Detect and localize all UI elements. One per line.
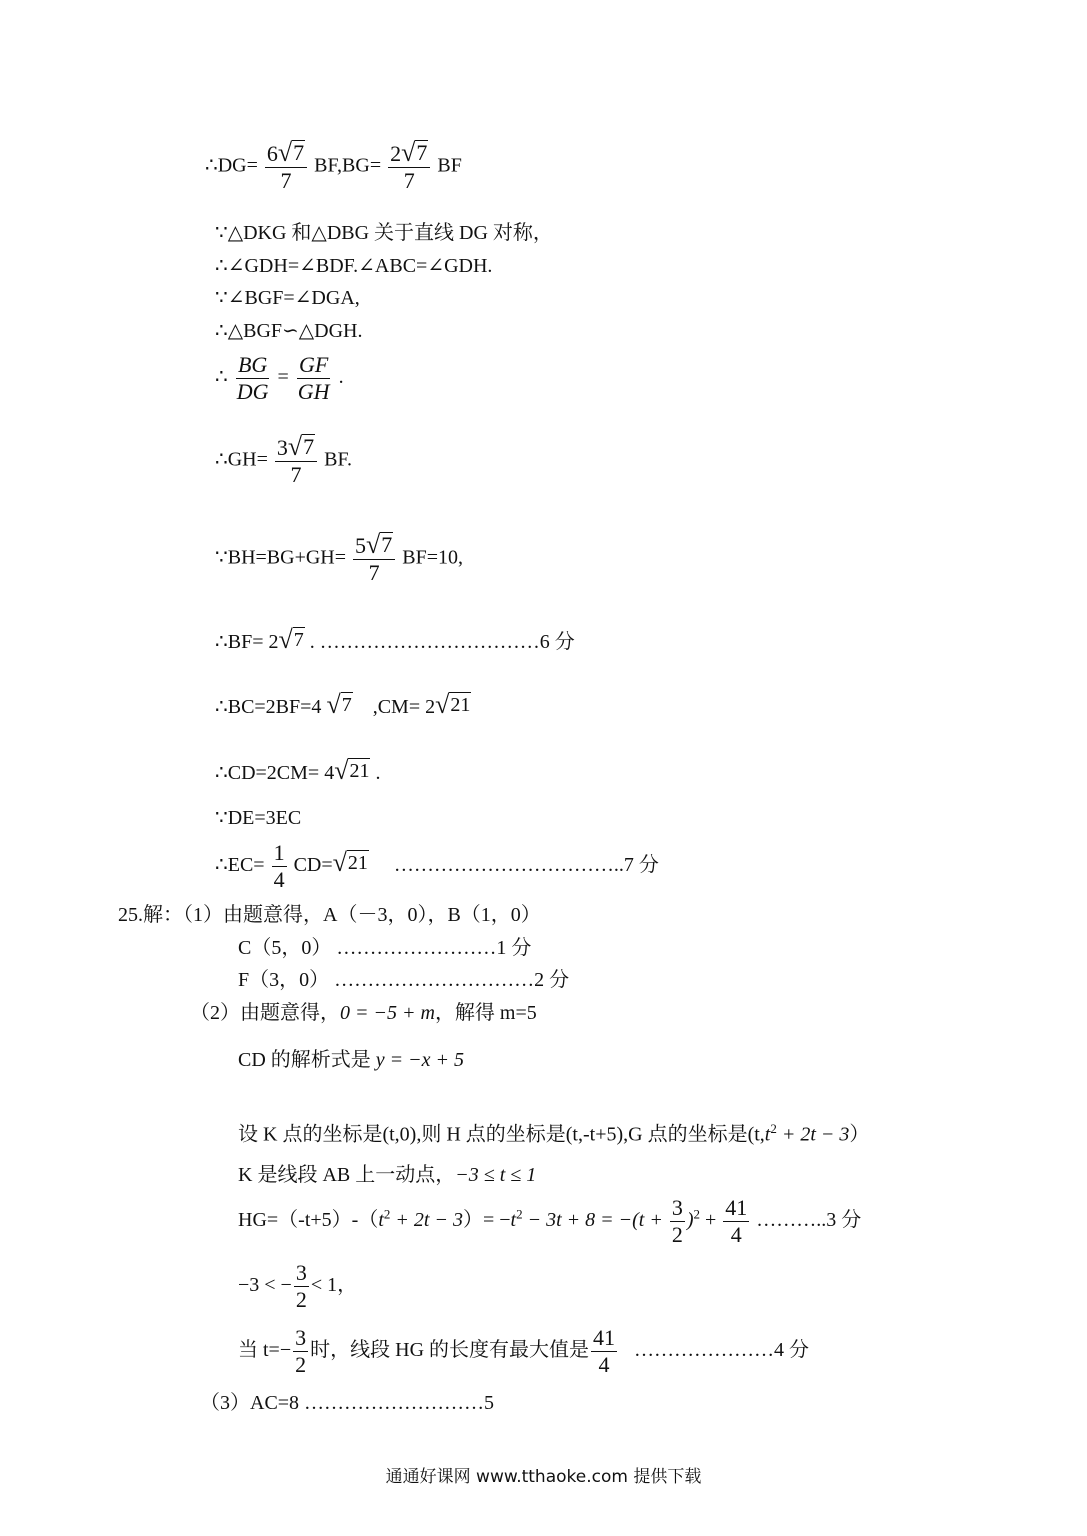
denominator: 7 xyxy=(368,560,380,585)
sqrt xyxy=(326,692,352,718)
math-expression: + xyxy=(700,1209,722,1232)
math-expression: − 3t + 8 = −(t + xyxy=(522,1209,668,1232)
math-expression: + 2t − 3 xyxy=(776,1123,850,1146)
problem-25-range xyxy=(238,1162,536,1188)
denominator: 4 xyxy=(273,867,285,892)
exponent: 2 xyxy=(383,1206,391,1222)
sqrt xyxy=(278,140,305,166)
solution-line-dg-bg xyxy=(205,140,462,194)
radical-sign-icon: √ xyxy=(277,138,293,167)
text-segment: ∵BH=BG+GH= xyxy=(215,546,347,569)
radicand: 7 xyxy=(416,140,428,165)
math-expression: 0 = −5 + m xyxy=(340,1002,435,1024)
text-segment: ∴GH= xyxy=(215,448,268,471)
sqrt xyxy=(366,532,393,558)
sqrt xyxy=(334,758,370,784)
fraction xyxy=(272,840,287,893)
text-segment: ） xyxy=(849,1123,870,1146)
exponent: 2 xyxy=(770,1121,777,1136)
problem-25-hg-expression xyxy=(238,1195,861,1248)
problem-25-part2 xyxy=(190,1000,537,1026)
fraction xyxy=(235,352,271,405)
fraction xyxy=(388,140,430,194)
numerator: 1 xyxy=(273,840,285,865)
text-segment: ∴CD=2CM= 4 xyxy=(215,762,335,784)
fraction xyxy=(296,352,332,405)
solution-line-gh xyxy=(215,434,352,488)
solution-line-cd xyxy=(215,758,380,786)
denominator: 7 xyxy=(280,168,292,193)
numerator: 3 xyxy=(295,1260,307,1285)
text-segment: ∴ xyxy=(215,366,228,389)
solution-line-de: ∵DE=3EC xyxy=(215,807,302,829)
solution-line-ratio xyxy=(215,352,344,405)
radical-sign-icon: √ xyxy=(287,432,303,461)
fraction xyxy=(293,1325,308,1378)
problem-25-part1: 25.解：（1）由题意得，A（－3，0），B（1，0） xyxy=(118,904,541,926)
equals-sign: = xyxy=(277,366,289,389)
radical-sign-icon: √ xyxy=(401,138,416,167)
math-expression: t xyxy=(510,1209,517,1232)
radical-sign-icon: √ xyxy=(435,690,450,719)
math-expression: t xyxy=(764,1123,771,1146)
sqrt xyxy=(333,850,369,876)
denominator: 4 xyxy=(730,1222,742,1247)
problem-25-part3: （3）AC=8 ………………………5 xyxy=(200,1392,495,1414)
numerator: 3 xyxy=(671,1195,683,1220)
numerator xyxy=(275,434,317,462)
fraction xyxy=(723,1195,749,1248)
text-segment: …………………4 分 xyxy=(619,1339,810,1362)
numerator: 41 xyxy=(725,1195,748,1220)
text-segment: . xyxy=(338,366,344,389)
fraction xyxy=(275,434,317,488)
text-segment: HG=（-t+5）-（ xyxy=(238,1209,379,1232)
math-expression: ) xyxy=(686,1209,694,1232)
numerator: BG xyxy=(237,352,268,377)
text-segment: ）= − xyxy=(462,1209,511,1232)
radicand: 7 xyxy=(293,140,305,165)
text-segment: ∴BC=2BF=4 xyxy=(215,696,327,718)
solution-line-ec xyxy=(215,840,659,893)
radicand: 7 xyxy=(293,629,304,651)
solution-line-symmetry: ∵△DKG 和△DBG 关于直线 DG 对称， xyxy=(215,222,553,244)
exponent: 2 xyxy=(693,1206,701,1222)
math-expression: + 2t − 3 xyxy=(390,1209,463,1232)
numerator: 3 xyxy=(295,1325,307,1350)
denominator: 2 xyxy=(295,1287,307,1312)
radical-sign-icon: √ xyxy=(332,848,347,878)
text-segment: ……………………………..7 分 xyxy=(373,854,659,877)
coef: 2 xyxy=(390,141,402,166)
numerator xyxy=(265,140,307,168)
sqrt xyxy=(435,692,471,718)
denominator: 7 xyxy=(403,168,415,193)
numerator xyxy=(388,140,430,168)
denominator: 2 xyxy=(671,1222,683,1247)
problem-25-point-f: F（3，0） …………………………2 分 xyxy=(238,969,570,991)
fraction xyxy=(294,1260,309,1313)
text-segment: BF=10, xyxy=(402,546,464,569)
text-segment: CD 的解析式是 xyxy=(238,1049,376,1071)
problem-25-inequality xyxy=(238,1260,357,1313)
radicand: 7 xyxy=(381,532,393,557)
numerator: GF xyxy=(299,352,329,377)
radicand: 21 xyxy=(450,694,471,716)
math-expression: −3 < − xyxy=(238,1274,292,1297)
coef: 3 xyxy=(276,435,288,460)
text-segment: ………..3 分 xyxy=(751,1209,862,1232)
problem-25-point-c: C（5，0） ……………………1 分 xyxy=(238,937,532,959)
fraction xyxy=(265,140,307,194)
solution-line-angles: ∴∠GDH=∠BDF.∠ABC=∠GDH. xyxy=(215,255,493,277)
text-segment: ∴BF= 2 xyxy=(215,631,279,653)
sqrt xyxy=(288,434,315,460)
solution-line-angle-eq: ∵∠BGF=∠DGA, xyxy=(215,287,360,309)
math-expression: −3 ≤ t ≤ 1 xyxy=(455,1164,537,1186)
text-segment: BF. xyxy=(324,448,353,471)
text-segment: . ……………………………6 分 xyxy=(309,631,575,653)
radicand: 7 xyxy=(341,694,352,716)
text-segment: （2）由题意得， xyxy=(190,1002,340,1024)
text-segment: 时，线段 HG 的长度有最大值是 xyxy=(310,1339,590,1362)
numerator xyxy=(353,532,395,560)
page-footer: 通通好课网 www.tthaoke.com 提供下载 xyxy=(385,1467,702,1487)
solution-line-bc xyxy=(215,692,471,720)
text-segment: BF xyxy=(437,154,462,177)
solution-line-bh xyxy=(215,532,463,586)
math-expression: < 1， xyxy=(310,1274,358,1297)
denominator: GH xyxy=(297,379,330,404)
radical-sign-icon: √ xyxy=(334,756,349,785)
radicand: 21 xyxy=(349,760,370,782)
text-segment: 设 K 点的坐标是(t,0),则 H 点的坐标是(t,-t+5),G 点的坐标是(t, xyxy=(238,1123,765,1146)
text-segment: K 是线段 AB 上一动点， xyxy=(238,1164,456,1186)
problem-25-max-value xyxy=(238,1325,809,1378)
problem-25-coordinates xyxy=(238,1116,869,1148)
numerator: 41 xyxy=(593,1325,616,1350)
fraction xyxy=(353,532,395,586)
text-segment: CD= xyxy=(293,854,333,877)
math-expression: y = −x + 5 xyxy=(375,1049,465,1071)
coef: 5 xyxy=(355,533,367,558)
fraction xyxy=(591,1325,617,1378)
text-segment: BF,BG= xyxy=(314,154,382,177)
sqrt xyxy=(278,627,304,653)
denominator: 2 xyxy=(295,1352,307,1377)
denominator: 7 xyxy=(290,462,302,487)
math-expression: t xyxy=(378,1209,384,1232)
text-segment: ∴EC= xyxy=(215,854,265,877)
denominator: 4 xyxy=(598,1352,610,1377)
solution-line-similar: ∴△BGF∽△DGH. xyxy=(215,320,363,342)
problem-25-cd-expression xyxy=(238,1047,464,1073)
sqrt xyxy=(401,140,428,166)
radical-sign-icon: √ xyxy=(278,625,293,654)
text-segment: 当 t=− xyxy=(238,1339,292,1362)
solution-line-bf xyxy=(215,627,575,655)
text-segment: . xyxy=(375,762,381,784)
fraction xyxy=(670,1195,685,1248)
radicand: 7 xyxy=(303,434,315,459)
text-segment: ∴DG= xyxy=(205,154,258,177)
exponent: 2 xyxy=(516,1206,523,1222)
text-segment: ,CM= 2 xyxy=(352,696,436,718)
radicand: 21 xyxy=(347,852,368,875)
text-segment: ，解得 m=5 xyxy=(434,1002,537,1024)
coef: 6 xyxy=(266,141,278,166)
denominator: DG xyxy=(236,379,269,404)
radical-sign-icon: √ xyxy=(366,530,381,559)
radical-sign-icon: √ xyxy=(326,690,341,719)
